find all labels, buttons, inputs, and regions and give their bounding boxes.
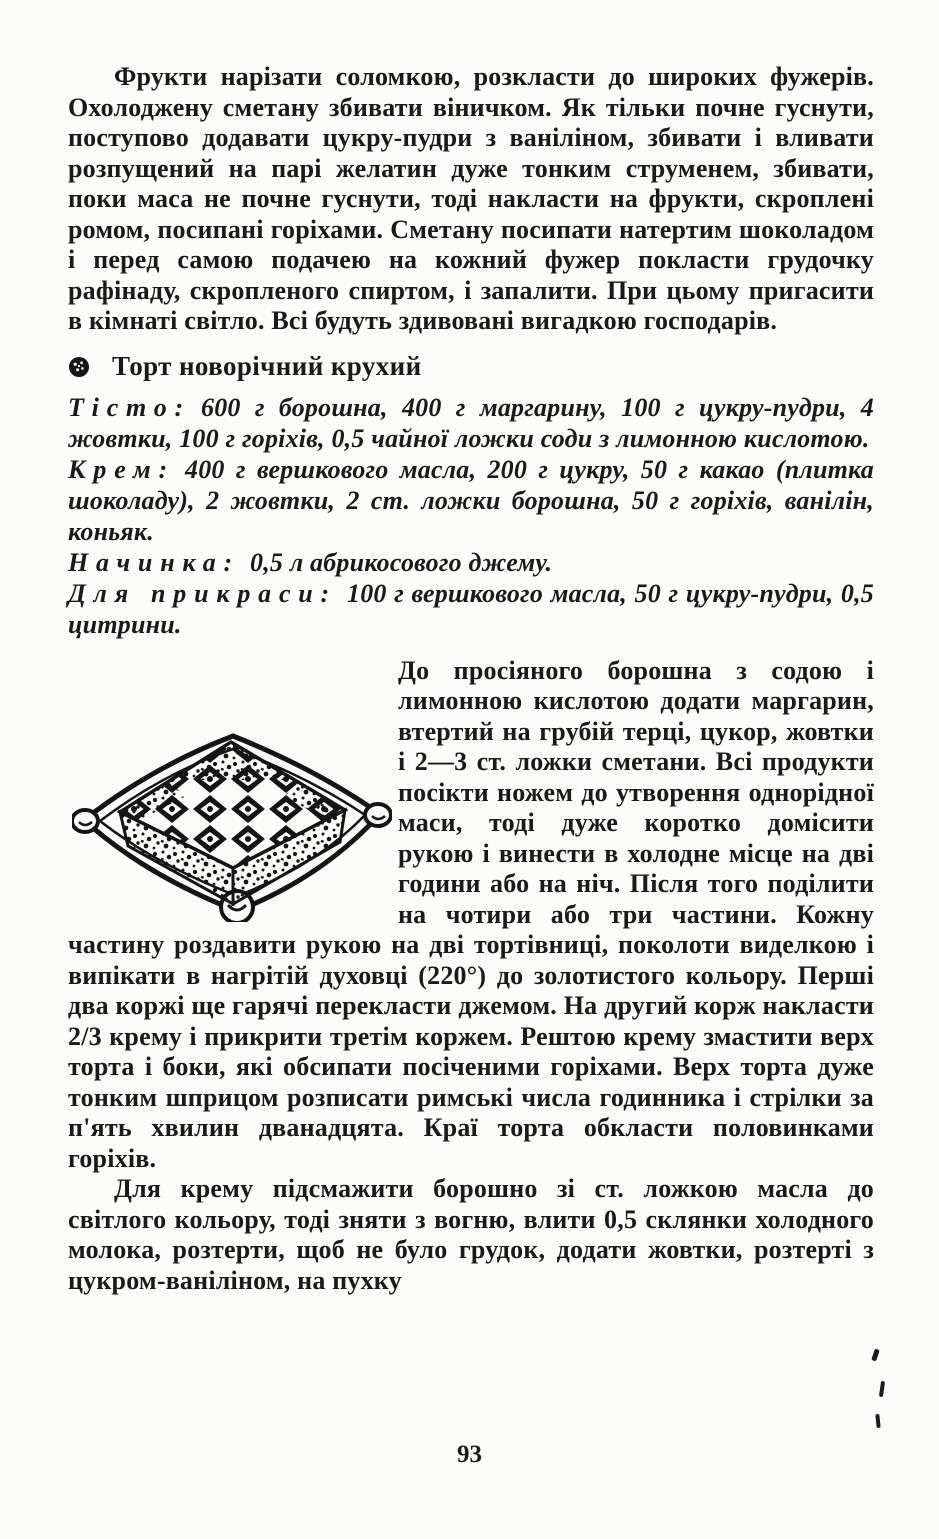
ingredient-label: Начинка: [68, 547, 241, 577]
square-cake-on-plate-drawing [72, 670, 392, 922]
cake-illustration [68, 656, 398, 912]
recipe-title: Торт новорічний крухий [112, 350, 422, 381]
ingredient-text: 100 г вершкового масла, 50 г цукру-пудри, 0,5 цитрини. [68, 578, 874, 639]
ingredient-text: 600 г борошна, 400 г маргарину, 100 г цукру-пудри, 4 жовтки, 100 г горіхів, 0,5 чайної ложки соди з лимонною кислотою. [68, 392, 874, 453]
ingredient-cream [68, 454, 874, 547]
ink-smudge [875, 1414, 880, 1428]
ingredient-text: 400 г вершкового масла, 200 г цукру, 50 г какао (плитка шоколаду), 2 жовтки, 2 ст. ложки борошна, 50 г горіхів, ванілін, коньяк. [68, 454, 874, 546]
ink-smudge [871, 1349, 879, 1362]
method-paragraph-2: Для крему підсмажити борошно зі ст. ложкою масла до світлого кольору, тоді зняти з вогню, влити 0,5 склянки холодного молока, розтерти, щоб не було грудок, додати жовтки, розтерті з цукром-ваніліном, на пухку [68, 1174, 874, 1295]
ingredient-label: Тісто: [68, 392, 191, 422]
ingredient-label: Для прикраси: [68, 578, 337, 608]
method-paragraph-1: До просіяного борошна з содою і лимонною кислотою додати маргарин, втертий на грубій терці, цукор, жовтки і 2—3 ст. ложки сметани. Всі продукти посікти ножем до утворення однорідної маси, тоді дуже коротко домісити рукою і винести в холодне місце на дві години або на ніч. Після того поділити на чотири або три частини. Кожну частину роздавити рукою на дві тортівниці, поколоти виделкою і випікати в нагрітій духовці (220°) до золотистого кольору. Перші два коржі ще гарячі перекласти джемом. На другий корж накласти 2/3 крему і прикрити третім коржем. Рештою крему змастити верх торта і боки, які обсипати посіченими горіхами. Верх торта дуже тонким шприцом розписати римські числа годинника і стрілки за п'ять хвилин дванадцята. Краї торта обкласти половинками горіхів. [68, 655, 874, 1173]
ingredient-label: Крем: [68, 454, 175, 484]
dotted-circle-bullet-icon [68, 356, 90, 378]
ingredient-filling [68, 547, 874, 578]
intro-paragraph: Фрукти нарізати соломкою, розкласти до широких фужерів. Охолоджену сметану збивати віничком. Як тільки почне гуснути, поступово додавати цукру-пудри з ваніліном, збивати і вливати розпущений на парі желатин дуже тонким струменем, збивати, поки маса не почне гуснути, тоді накласти на фрукти, скроплені ромом, посипані горіхами. Сметану посипати натертим шоколадом і перед самою подачею на кожний фужер покласти грудочку рафінаду, скропленого спиртом, і запалити. При цьому пригасити в кімнаті світло. Всі будуть здивовані вигадкою господарів. [68, 62, 874, 335]
method-section [68, 656, 874, 1297]
page-number: 93 [457, 1441, 482, 1468]
ink-smudge [879, 1381, 885, 1397]
ingredients-list [68, 392, 874, 640]
recipe-heading [68, 351, 874, 382]
ingredient-text: 0,5 л абрикосового джему. [250, 547, 553, 577]
ingredient-decoration [68, 578, 874, 640]
ingredient-dough [68, 392, 874, 454]
text-block [68, 62, 874, 1296]
